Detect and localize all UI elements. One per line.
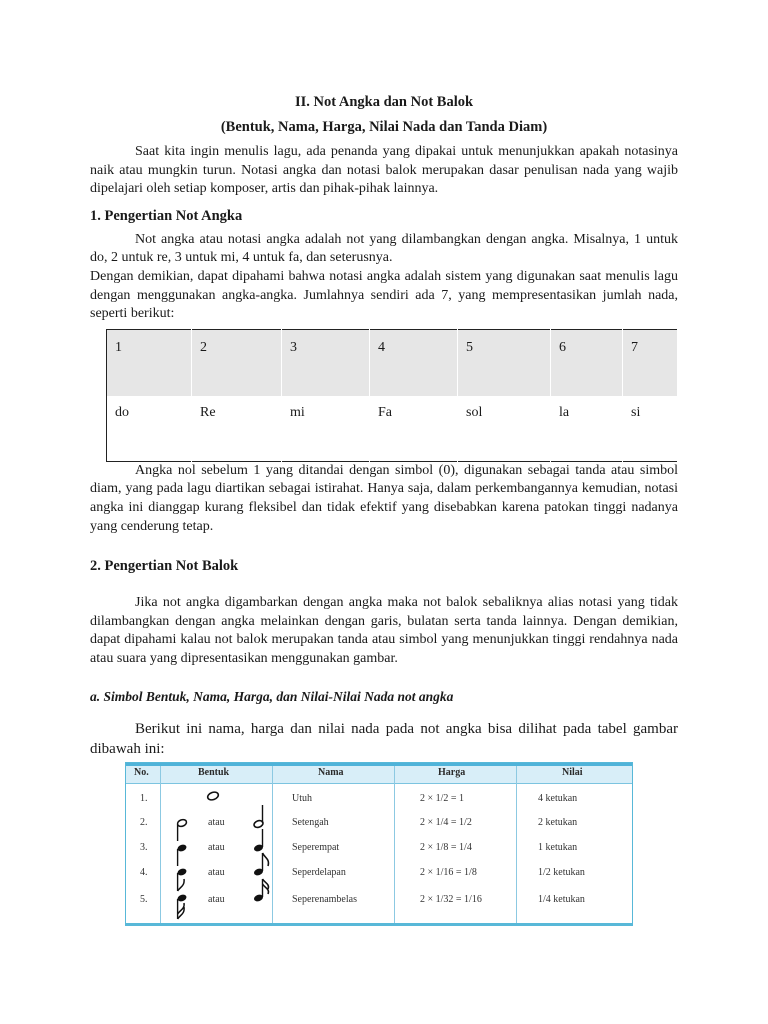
- row-nilai: 2 ketukan: [538, 817, 578, 828]
- row-harga: 2 × 1/32 = 1/16: [420, 894, 482, 905]
- section2-subheading: a. Simbol Bentuk, Nama, Harga, dan Nilai-Nilai Nada not angka: [90, 688, 454, 704]
- section2-paragraph-1: Jika not angka digambarkan dengan angka maka not balok sebaliknya alias notasi yang tidak dilambangkan dengan angka melainkan dengan garis, bulatan serta tanda lainnya. Dengan demikian, dapat dipahami kalau not balok merupakan tanda atau simbol yang menunjukkan tinggi rendahnya nada atau suara yang dipresentasikan menggunakan gambar.: [90, 595, 678, 666]
- row-number: 1.: [140, 793, 148, 804]
- row-nilai: 1/4 ketukan: [538, 894, 585, 905]
- eighth-note-icon: [252, 851, 274, 877]
- row-number: 2.: [140, 817, 148, 828]
- section2-paragraph-2: Berikut ini nama, harga dan nilai nada pada not angka bisa dilihat pada tabel gambar dibawah ini:: [90, 720, 678, 757]
- header-harga: Harga: [438, 767, 466, 778]
- document-title: II. Not Angka dan Not Balok: [294, 94, 474, 110]
- note-name-cell: Fa: [370, 396, 458, 462]
- row-harga: 2 × 1/4 = 1/2: [420, 817, 472, 828]
- row-nilai: 1/2 ketukan: [538, 867, 585, 878]
- header-nilai: Nilai: [562, 767, 583, 778]
- note-name-cell: mi: [282, 396, 370, 462]
- document-body: [90, 92, 678, 759]
- header-no: No.: [134, 767, 149, 778]
- whole-note-icon: [206, 791, 220, 801]
- row-harga: 2 × 1/16 = 1/8: [420, 867, 477, 878]
- row-nama: Setengah: [292, 817, 329, 828]
- section2-heading: 2. Pengertian Not Balok: [90, 558, 239, 575]
- stem-down-notes-icon: [174, 819, 194, 923]
- row-atau: atau: [208, 894, 225, 905]
- header-nama: Nama: [318, 767, 344, 778]
- note-name-cell: do: [107, 396, 192, 462]
- note-name-cell: sol: [458, 396, 551, 462]
- row-nilai: 1 ketukan: [538, 842, 578, 853]
- note-number-cell: 2: [192, 329, 282, 396]
- note-number-cell: 1: [107, 329, 192, 396]
- section1-paragraph-3: Angka nol sebelum 1 yang ditandai dengan simbol (0), digunakan sebagai tanda atau simbol diam, yang pada lagu diartikan sebagai istirahat. Hanya saja, dalam perkembangannya kemudian, notasi angka ini dianggap kurang fleksibel dan tidak efektif yang disebabkan karena patokan tinggi nadanya yang cenderung tetap.: [90, 462, 678, 534]
- row-nama: Utuh: [292, 793, 312, 804]
- note-name-row: [107, 396, 678, 462]
- sixteenth-note-icon: [252, 877, 274, 903]
- row-number: 4.: [140, 867, 148, 878]
- figure-divider: [160, 766, 161, 925]
- row-number: 3.: [140, 842, 148, 853]
- row-atau: atau: [208, 817, 225, 828]
- row-nama: Seperdelapan: [292, 867, 346, 878]
- row-number: 5.: [140, 894, 148, 905]
- note-number-row: [107, 329, 678, 396]
- row-nama: Seperempat: [292, 842, 340, 853]
- note-name-cell: si: [623, 396, 678, 462]
- note-number-table: [106, 329, 678, 462]
- row-harga: 2 × 1/2 = 1: [420, 793, 465, 804]
- note-number-cell: 3: [282, 329, 370, 396]
- row-nilai: 4 ketukan: [538, 793, 578, 804]
- section1-paragraph-2: Dengan demikian, dapat dipahami bahwa notasi angka adalah sistem yang digunakan saat menulis lagu dengan menggunakan angka-angka. Jumlahnya sendiri ada 7, yang mempresentasikan jumlah nada, seperti berikut:: [90, 268, 678, 322]
- document-subtitle: (Bentuk, Nama, Harga, Nilai Nada dan Tanda Diam): [220, 119, 548, 135]
- row-harga: 2 × 1/8 = 1/4: [420, 842, 472, 853]
- intro-paragraph: Saat kita ingin menulis lagu, ada penanda yang dipakai untuk menunjukkan apakah notasinya naik atau mungkin turun. Notasi angka dan notasi balok merupakan dasar penulisan nada yang wajib dipelajari oleh setiap komposer, artis dan pihak-pihak lainnya.: [90, 144, 678, 197]
- header-bentuk: Bentuk: [198, 767, 230, 778]
- note-number-cell: 7: [623, 329, 678, 396]
- row-nama: Seperenambelas: [292, 894, 357, 905]
- half-note-icon: [252, 803, 266, 829]
- note-name-cell: la: [551, 396, 623, 462]
- row-atau: atau: [208, 867, 225, 878]
- quarter-note-icon: [252, 827, 266, 853]
- row-atau: atau: [208, 842, 225, 853]
- note-number-cell: 5: [458, 329, 551, 396]
- note-name-cell: Re: [192, 396, 282, 462]
- note-number-cell: 4: [370, 329, 458, 396]
- section1-paragraph-1: Not angka atau notasi angka adalah not yang dilambangkan dengan angka. Misalnya, 1 untuk do, 2 untuk re, 3 untuk mi, 4 untuk fa, dan seterusnya.: [90, 231, 678, 266]
- note-number-cell: 6: [551, 329, 623, 396]
- section1-heading: 1. Pengertian Not Angka: [90, 207, 243, 224]
- note-values-figure: [125, 762, 633, 926]
- figure-divider: [516, 766, 517, 925]
- figure-divider: [394, 766, 395, 925]
- figure-bottom-border: [126, 923, 632, 925]
